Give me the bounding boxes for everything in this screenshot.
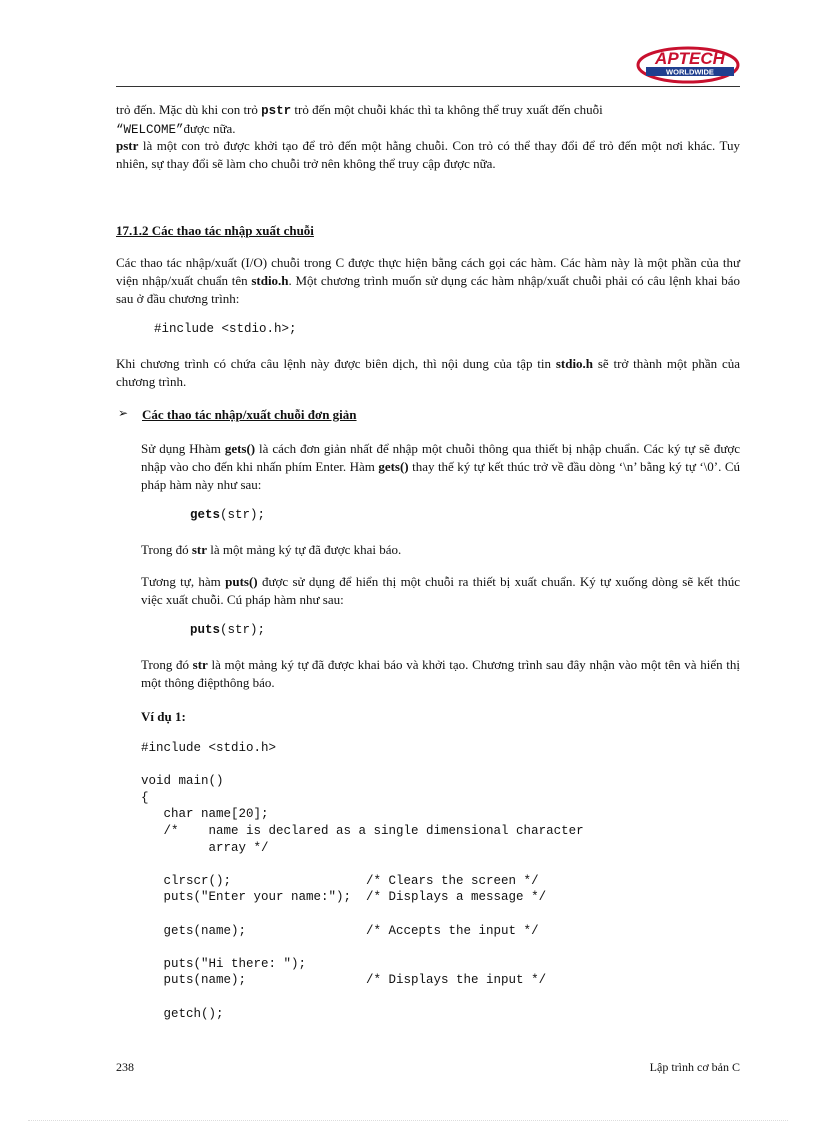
subsection-paragraph-3: Tương tự, hàm puts() được sử dụng để hiển thị một chuỗi ra thiết bị xuất chuẩn. Ký tự xuống dòng sẽ kết thúc việc xuất chuỗi. Cú pháp hàm như sau: [141,574,740,607]
code-line [141,856,584,873]
code-line [141,906,584,923]
section-heading: 17.1.2 Các thao tác nhập xuất chuỗi [116,223,314,238]
code-line: getch(); [141,1006,224,1021]
subsection-paragraph-4: Trong đó str là một mảng ký tự đã được khai báo và khởi tạo. Chương trình sau đây nhận vào một tên và hiển thị một thông điệpthông báo. [141,657,740,690]
section-paragraph-1: Các thao tác nhập/xuất (I/O) chuỗi trong C được thực hiện bằng cách gọi các hàm. Các hàm này là một phần của thư viện nhập/xuất chuẩn tên stdio.h. Một chương trình muốn sử dụng các hàm nhập/xuất chuỗi phải có câu lệnh khai báo sau ở đầu chương trình: [116,255,740,306]
code-line: #include <stdio.h> [141,741,277,755]
code-line: { [141,790,149,805]
code-line: puts("Enter your name:"); /* Displays a message */ [141,890,547,905]
include-code: #include <stdio.h>; [154,322,297,336]
subsection-paragraph-2: Trong đó str là một mảng ký tự đã được khai báo. [141,542,402,557]
puts-syntax: puts(str); [190,623,266,637]
header-rule [116,86,740,87]
code-line [141,757,584,774]
code-line [141,989,584,1006]
bullet-arrow-icon: ➢ [118,406,129,420]
code-line: puts("Hi there: "); [141,956,307,971]
logo-main-text: APTECH [655,49,725,68]
example-title: Ví dụ 1: [141,709,186,724]
code-line: char name[20]; [141,807,269,822]
book-title: Lập trình cơ bản C [649,1060,740,1074]
logo-sub-text: WORLDWIDE [666,67,714,77]
intro-paragraph-2: pstr là một con trỏ được khởi tạo để trỏ đến một hằng chuỗi. Con trỏ có thể thay đổi để trỏ đến một nơi khác. Tuy nhiên, sự thay đổi sẽ làm cho chuỗi trở nên không thể truy cập được nữa. [116,138,740,171]
page-number: 238 [116,1060,134,1074]
subsection-paragraph-1: Sử dụng Hhàm gets() là cách đơn giản nhất để nhập một chuỗi thông qua thiết bị nhập chuẩn. Các ký tự sẽ được nhập vào cho đến khi nhấn phím Enter. Hàm gets() thay thế ký tự kết thúc trở về đầu dòng ‘\n’ bằng ký tự ‘\0’. Cú pháp hàm này như sau: [141,441,741,492]
page-bottom-divider [28,1120,788,1121]
code-line: gets(name); /* Accepts the input */ [141,923,539,938]
intro-paragraph-1: trỏ đến. Mặc dù khi con trỏ pstr trỏ đến một chuỗi khác thì ta không thể truy xuất đến chuỗi “WELCOME”được nữa. [116,102,603,137]
code-line: /* name is declared as a single dimensional character [141,823,584,838]
code-line: clrscr(); /* Clears the screen */ [141,873,539,888]
section-paragraph-2: Khi chương trình có chứa câu lệnh này được biên dịch, thì nội dung của tập tin stdio.h sẽ trở thành một phần của chương trình. [116,356,740,389]
code-line: array */ [141,840,269,855]
example-code-block [141,740,584,1022]
code-line: puts(name); /* Displays the input */ [141,973,547,988]
gets-syntax: gets(str); [190,508,266,522]
aptech-logo [636,46,740,84]
subsection-heading: Các thao tác nhập/xuất chuỗi đơn giản [142,407,357,422]
code-line [141,939,584,956]
code-line: void main() [141,774,224,789]
